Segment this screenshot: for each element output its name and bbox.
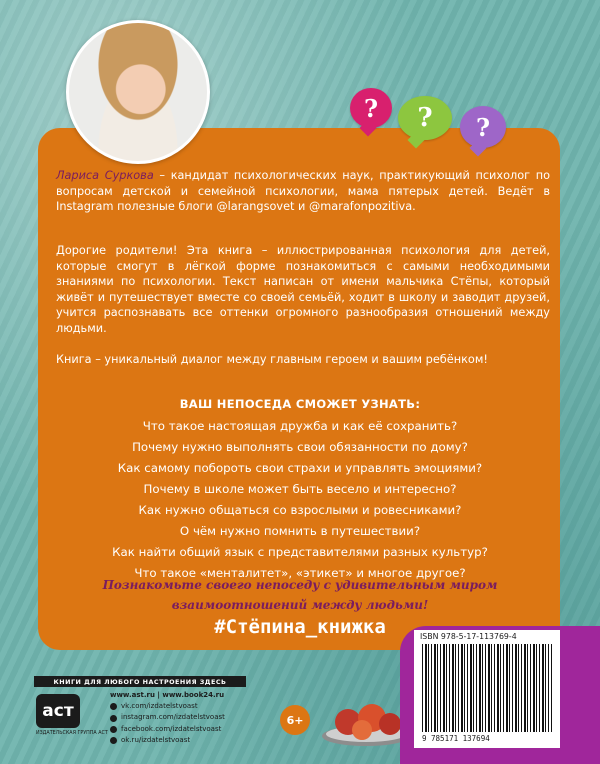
publisher-links <box>110 690 225 746</box>
ast-logo-icon: аст <box>36 694 80 728</box>
isbn-box <box>414 630 560 748</box>
questions-list <box>40 416 560 584</box>
book-description: Дорогие родители! Эта книга – иллюстрированная психология для детей, которые смогут в лёгкой форме познакомиться с самыми необходимыми знаниями по психологии. Текст написан от имени мальчика Стёпы, который живёт и путешествует вместе со своей семьёй, ходит в школу и заводит друзей, учится распознавать все оттенки огромного разнообразия отношений между людьми. <box>56 244 550 335</box>
author-intro <box>56 168 550 215</box>
question-item: Что такое «менталитет», «этикет» и многое другое? <box>134 566 466 580</box>
book-summary: Книга – уникальный диалог между главным героем и вашим ребёнком! <box>56 353 488 366</box>
question-item: О чём нужно помнить в путешествии? <box>179 524 421 538</box>
question-item: Почему в школе может быть весело и интересно? <box>143 482 457 496</box>
publisher-slogan-bar: КНИГИ ДЛЯ ЛЮБОГО НАСТРОЕНИЯ ЗДЕСЬ <box>34 676 246 687</box>
barcode-number: 9 785171 137694 <box>422 734 490 743</box>
instagram-link[interactable]: instagram.com/izdatelstvoast <box>121 713 225 722</box>
question-bubble-purple: ? <box>460 106 506 148</box>
slogan <box>60 575 540 615</box>
publisher-sites[interactable]: www.ast.ru | www.book24.ru <box>110 691 225 699</box>
question-item: Как нужно общаться со взрослыми и ровесниками? <box>138 503 462 517</box>
question-item: Как самому побороть свои страхи и управлять эмоциями? <box>117 461 483 475</box>
publisher-logo <box>36 694 108 742</box>
author-photo <box>66 20 210 164</box>
slogan-line-1: Познакомьте своего непоседу с удивительным миром <box>102 578 498 592</box>
facebook-link[interactable]: facebook.com/izdatelstvoast <box>121 724 222 733</box>
question-item: Почему нужно выполнять свои обязанности по дому? <box>132 440 468 454</box>
question-item: Как найти общий язык с представителями разных культур? <box>112 545 488 559</box>
facebook-icon <box>110 726 117 733</box>
question-bubble-green: ? <box>398 96 452 140</box>
questions-title: ВАШ НЕПОСЕДА СМОЖЕТ УЗНАТЬ: <box>179 397 421 411</box>
author-bio: – кандидат психологических наук, практикующий психолог по вопросам детской и семейной психологии, мама пятерых детей. Ведёт в Instagram полезные блоги @larangsovet и @marafonpozitiva. <box>56 169 550 213</box>
publisher-caption: ИЗДАТЕЛЬСКАЯ ГРУППА АСТ <box>36 731 108 736</box>
hashtag: #Стёпина_книжка <box>214 616 386 638</box>
vk-icon <box>110 703 117 710</box>
ok-link[interactable]: ok.ru/izdatelstvoast <box>121 735 191 744</box>
question-item: Что такое настоящая дружба и как её сохранить? <box>142 419 458 433</box>
isbn-text: ISBN 978-5-17-113769-4 <box>420 632 517 641</box>
ok-icon <box>110 737 117 744</box>
vk-link[interactable]: vk.com/izdatelstvoast <box>121 702 198 711</box>
age-rating-badge: 6+ <box>280 705 310 735</box>
author-name: Лариса Суркова <box>56 169 154 182</box>
question-bubble-pink: ? <box>350 88 392 128</box>
instagram-icon <box>110 715 117 722</box>
slogan-line-2: взаимоотношений между людьми! <box>171 598 429 612</box>
barcode <box>422 644 552 732</box>
